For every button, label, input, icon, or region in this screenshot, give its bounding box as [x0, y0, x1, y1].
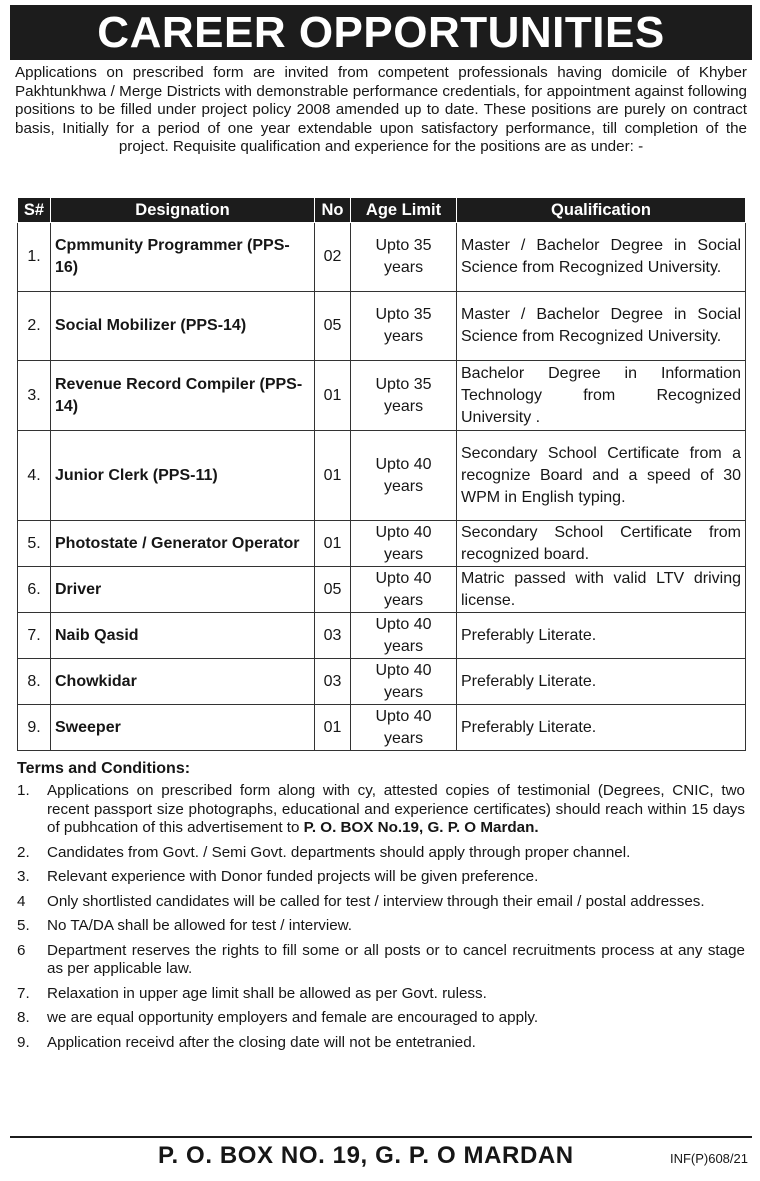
list-item: [17, 985, 745, 1004]
cell-age-limit: Upto 35 years: [351, 361, 457, 431]
cell-age-limit: Upto 40 years: [351, 431, 457, 521]
cell-no: 05: [315, 567, 351, 613]
cell-age-limit: Upto 40 years: [351, 705, 457, 751]
term-number: 2.: [17, 843, 30, 861]
cell-qualification: Matric passed with valid LTV driving license.: [457, 567, 746, 613]
cell-designation: Cpmmunity Programmer (PPS-16): [51, 223, 315, 292]
term-text: Application receivd after the closing date will not be entetranied.: [47, 1033, 476, 1051]
term-number: 3.: [17, 868, 30, 885]
table-row: [18, 431, 746, 521]
table-row: [18, 613, 746, 659]
cell-no: 03: [315, 613, 351, 659]
cell-age-limit: Upto 40 years: [351, 613, 457, 659]
cell-designation: Photostate / Generator Operator: [51, 521, 315, 567]
cell-qualification: Secondary School Certificate from recognized board.: [457, 521, 746, 567]
term-text: Department reserves the rights to fill some or all posts or to cancel recruitments process at any stage as per applicable law.: [47, 941, 745, 977]
term-text: [47, 782, 745, 838]
cell-designation: Naib Qasid: [51, 613, 315, 659]
cell-age-limit: Upto 35 years: [351, 223, 457, 292]
table-row: [18, 361, 746, 431]
term-number: 4: [17, 892, 26, 910]
cell-age-limit: Upto 40 years: [351, 659, 457, 705]
cell-sn: 4.: [18, 431, 51, 521]
term-number: 6: [17, 941, 26, 959]
term-text: No TA/DA shall be allowed for test / interview.: [47, 917, 353, 934]
footer-reference-number: INF(P)608/21: [669, 1151, 748, 1166]
term-text: Relaxation in upper age limit shall be allowed as per Govt. ruless.: [47, 984, 487, 1002]
cell-no: 03: [315, 659, 351, 705]
cell-no: 05: [315, 292, 351, 361]
cell-qualification: Secondary School Certificate from a recognize Board and a speed of 30 WPM in English typing.: [457, 431, 746, 521]
cell-designation: Chowkidar: [51, 659, 315, 705]
cell-sn: 9.: [18, 705, 51, 751]
table-row: [18, 705, 746, 751]
cell-designation: Junior Clerk (PPS-11): [51, 431, 315, 521]
table-row: [18, 567, 746, 613]
cell-sn: 3.: [18, 361, 51, 431]
cell-qualification: Bachelor Degree in Information Technology from Recognized University .: [457, 361, 746, 431]
cell-qualification: Master / Bachelor Degree in Social Science from Recognized University.: [457, 223, 746, 292]
cell-no: 01: [315, 705, 351, 751]
list-item: [17, 844, 745, 863]
terms-list: [17, 782, 745, 1058]
list-item: [17, 1009, 745, 1028]
term-address-bold: P. O. BOX No.19, G. P. O Mardan.: [303, 819, 539, 836]
list-item: [17, 942, 745, 979]
header-no: No: [315, 198, 351, 223]
cell-sn: 7.: [18, 613, 51, 659]
intro-paragraph: Applications on prescribed form are invited from competent professionals having domicile of Khyber Pakhtunkhwa / Merge Districts with demonstrable performance credentials, for appointment against following positions to be filled under project policy 2008 amended up to date. These positions are purely on contract basis, Initially for a period of one year extendable upon satisfactory performance, till completion of the project. Requisite qualification and experience for the positions are as under: -: [15, 64, 747, 155]
header-designation: Designation: [51, 198, 315, 223]
footer: [0, 1142, 760, 1172]
cell-age-limit: Upto 35 years: [351, 292, 457, 361]
cell-qualification: Preferably Literate.: [457, 705, 746, 751]
table-row: [18, 659, 746, 705]
table-row: [18, 292, 746, 361]
cell-no: 02: [315, 223, 351, 292]
cell-sn: 6.: [18, 567, 51, 613]
header-qualification: Qualification: [457, 198, 746, 223]
header-age-limit: Age Limit: [351, 198, 457, 223]
term-number: 1.: [17, 782, 30, 799]
positions-table: [17, 197, 746, 751]
term-text: Relevant experience with Donor funded projects will be given preference.: [47, 868, 539, 885]
term-text: Only shortlisted candidates will be called for test / interview through their email / postal addresses.: [47, 892, 705, 910]
cell-qualification: Preferably Literate.: [457, 659, 746, 705]
table-row: [18, 521, 746, 567]
term-text-body: Applications on prescribed form along with cy, attested copies of testimonial (Degrees, CNIC, two recent passport size photographs, educational and experience certificates) should reach within 15 days of pubhcation of this advertisement to: [47, 782, 745, 836]
term-text: Candidates from Govt. / Semi Govt. departments should apply through proper channel.: [47, 843, 631, 861]
term-text: we are equal opportunity employers and female are encouraged to apply.: [47, 1009, 539, 1026]
footer-divider: [10, 1136, 752, 1138]
cell-sn: 5.: [18, 521, 51, 567]
header-sn: S#: [18, 198, 51, 223]
cell-qualification: Master / Bachelor Degree in Social Science from Recognized University.: [457, 292, 746, 361]
list-item: [17, 868, 745, 887]
table-row: [18, 223, 746, 292]
list-item: [17, 917, 745, 936]
cell-designation: Social Mobilizer (PPS-14): [51, 292, 315, 361]
cell-age-limit: Upto 40 years: [351, 567, 457, 613]
cell-designation: Sweeper: [51, 705, 315, 751]
terms-heading: Terms and Conditions:: [17, 760, 191, 777]
cell-qualification: Preferably Literate.: [457, 613, 746, 659]
term-number: 9.: [17, 1033, 30, 1051]
term-number: 8.: [17, 1009, 30, 1026]
cell-age-limit: Upto 40 years: [351, 521, 457, 567]
footer-address: P. O. BOX NO. 19, G. P. O MARDAN: [158, 1142, 574, 1169]
cell-sn: 8.: [18, 659, 51, 705]
term-number: 5.: [17, 917, 30, 934]
cell-no: 01: [315, 361, 351, 431]
cell-no: 01: [315, 431, 351, 521]
cell-designation: Driver: [51, 567, 315, 613]
cell-designation: Revenue Record Compiler (PPS-14): [51, 361, 315, 431]
list-item: [17, 893, 745, 912]
cell-sn: 1.: [18, 223, 51, 292]
table-header-row: [18, 198, 746, 223]
cell-no: 01: [315, 521, 351, 567]
list-item: [17, 782, 745, 838]
cell-sn: 2.: [18, 292, 51, 361]
page-title: CAREER OPPORTUNITIES: [10, 5, 752, 60]
term-number: 7.: [17, 984, 30, 1002]
list-item: [17, 1034, 745, 1053]
